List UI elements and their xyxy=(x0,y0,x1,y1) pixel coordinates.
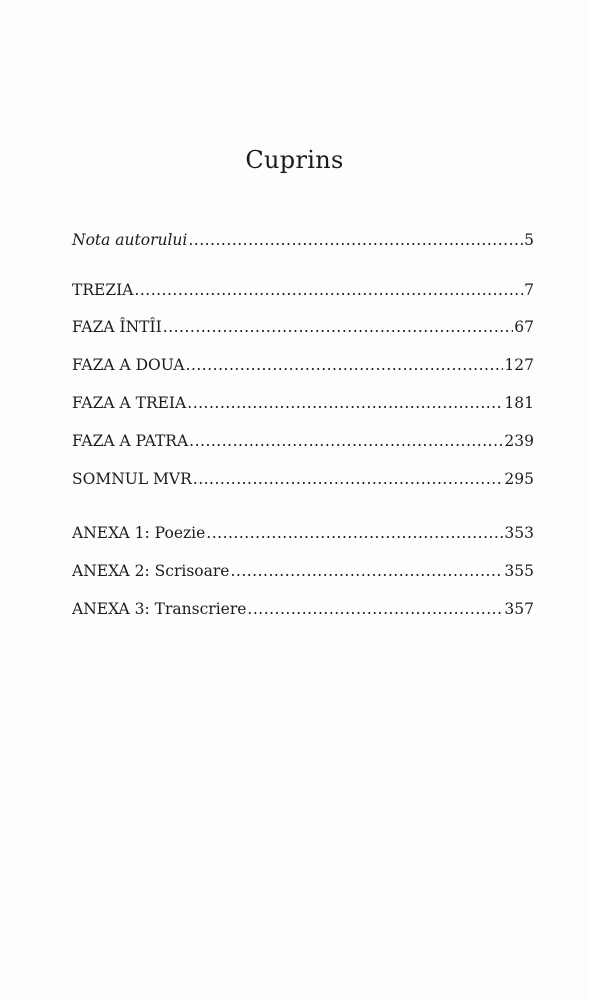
toc-entry-faza-a-doua xyxy=(72,355,534,375)
toc-entry-anexa-3 xyxy=(72,599,534,619)
dot-leader xyxy=(189,431,503,451)
dot-leader xyxy=(188,230,523,250)
dot-leader xyxy=(187,393,503,413)
toc-entry-faza-a-patra xyxy=(72,431,534,451)
toc-entry-page: 127 xyxy=(504,356,534,374)
toc-entry-label: ANEXA 3: Transcriere xyxy=(72,600,247,618)
toc-entry-label: Nota autorului xyxy=(72,231,188,249)
toc-entry-anexa-2 xyxy=(72,561,534,581)
toc-entry-label: FAZA A TREIA xyxy=(72,394,187,412)
toc-entry-page: 353 xyxy=(504,524,534,542)
toc-entry-page: 355 xyxy=(504,562,534,580)
toc-entry-label: FAZA A PATRA xyxy=(72,432,189,450)
toc-entry-trezia xyxy=(72,280,534,300)
toc-entry-label: FAZA A DOUA xyxy=(72,356,185,374)
toc-entry-faza-intii xyxy=(72,317,534,337)
dot-leader xyxy=(134,280,523,300)
toc-entry-label: TREZIA xyxy=(72,281,134,299)
toc-entry-label: ANEXA 1: Poezie xyxy=(72,524,206,542)
dot-leader xyxy=(247,599,503,619)
toc-entry-label: SOMNUL MVR xyxy=(72,470,192,488)
dot-leader xyxy=(206,523,503,543)
dot-leader xyxy=(193,469,504,489)
toc-entry-page: 181 xyxy=(504,394,534,412)
toc-entry-page: 67 xyxy=(514,318,534,336)
page-title: Cuprins xyxy=(245,146,344,174)
toc-entry-anexa-1 xyxy=(72,523,534,543)
toc-entry-page: 295 xyxy=(504,470,534,488)
dot-leader xyxy=(186,355,504,375)
dot-leader xyxy=(230,561,503,581)
toc-entry-page: 5 xyxy=(524,231,534,249)
toc-entry-somnul-mvr xyxy=(72,469,534,489)
toc-entry-page: 357 xyxy=(504,600,534,618)
toc-entry-page: 7 xyxy=(524,281,534,299)
toc-entry-nota-autorului xyxy=(72,230,534,250)
toc-entry-faza-a-treia xyxy=(72,393,534,413)
toc-entry-label: FAZA ÎNTÎI xyxy=(72,318,162,336)
dot-leader xyxy=(163,317,514,337)
toc-entry-page: 239 xyxy=(504,432,534,450)
toc-entry-label: ANEXA 2: Scrisoare xyxy=(72,562,230,580)
